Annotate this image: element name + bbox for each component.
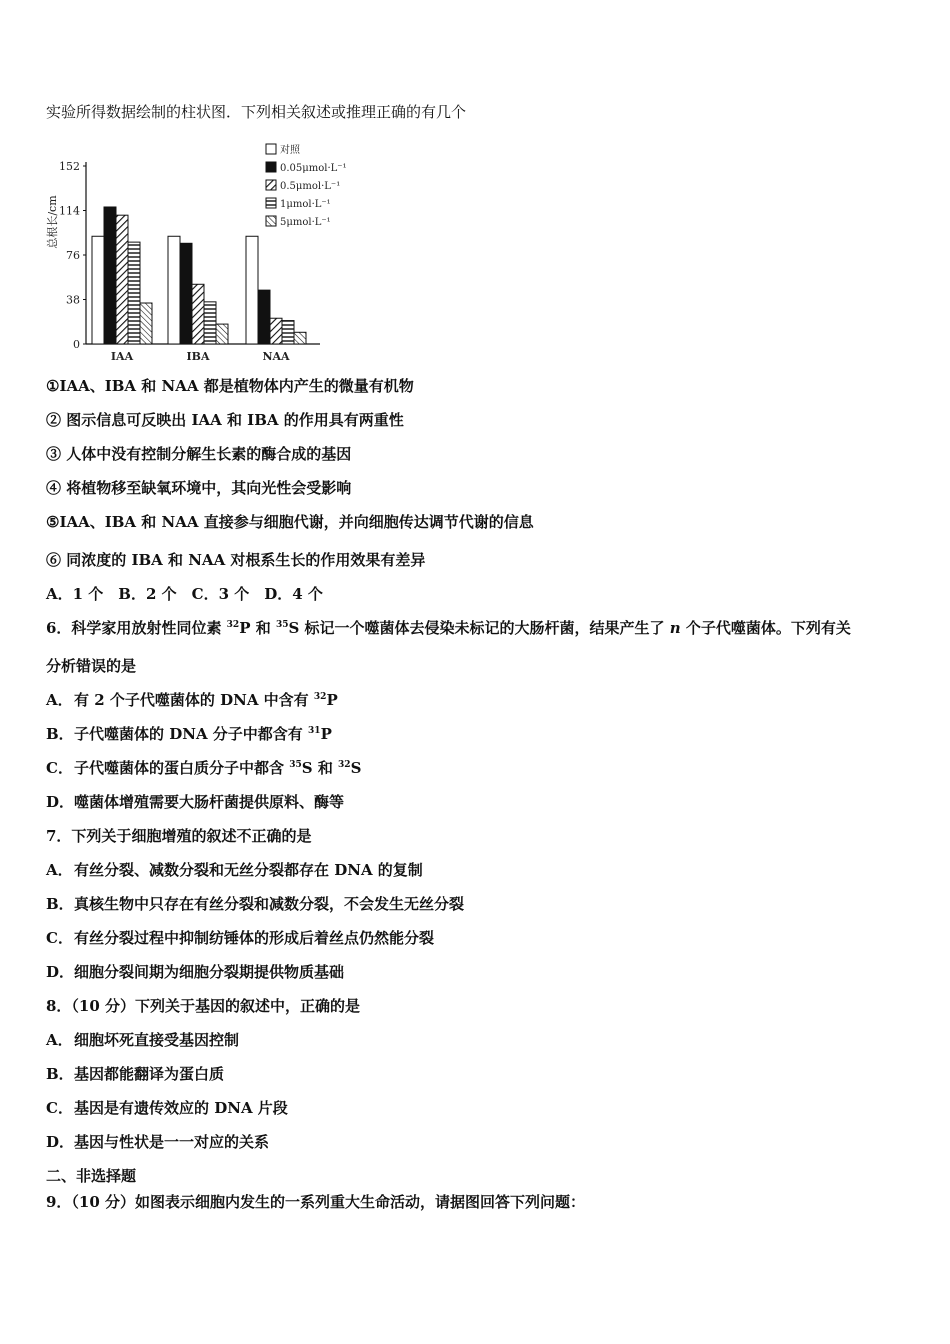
q7-option-c xyxy=(46,928,434,948)
x-category-label-1: IBA xyxy=(186,350,210,363)
q8-option-a xyxy=(46,1030,239,1050)
intro-text: 实验所得数据绘制的柱状图．下列相关叙述或推理正确的有几个 xyxy=(46,103,467,121)
bar-IBA-4 xyxy=(216,324,228,344)
y-tick-label-3: 114 xyxy=(59,204,80,218)
q7-option-d-label: D． xyxy=(46,963,75,981)
q8-stem: 8．（10 分）下列关于基因的叙述中，正确的是 xyxy=(46,997,361,1015)
q8-option-a-label: A． xyxy=(46,1031,73,1049)
q8-option-d xyxy=(46,1132,269,1152)
bar-NAA-0 xyxy=(246,236,258,344)
q6-option-c-sup: 35 xyxy=(289,760,302,770)
q7-option-c-text: 有丝分裂过程中抑制纺锤体的形成后着丝点仍然能分裂 xyxy=(74,929,435,947)
section-2-heading: 二、非选择题 xyxy=(46,1167,137,1185)
legend-swatch-1 xyxy=(266,162,276,172)
q9-stem: 9．（10 分）如图表示细胞内发生的一系列重大生命活动，请据图回答下列问题： xyxy=(46,1193,586,1211)
q8-option-c-label: C． xyxy=(46,1099,73,1117)
bar-NAA-4 xyxy=(294,332,306,344)
legend-swatch-3 xyxy=(266,198,276,208)
bar-NAA-3 xyxy=(282,321,294,344)
q8-option-c-text: 基因是有遗传效应的 DNA 片段 xyxy=(74,1099,288,1117)
q6-option-a-text: 有 2 个子代噬菌体的 DNA 中含有 xyxy=(74,691,314,709)
q6-option-c-tail: S 和 xyxy=(301,759,339,777)
q6-option-c xyxy=(46,758,361,778)
y-tick-label-2: 76 xyxy=(66,249,80,262)
q7-option-b-label: B． xyxy=(46,895,74,913)
q6-sup1: 32 xyxy=(226,620,240,630)
bar-IBA-1 xyxy=(180,243,192,344)
bar-IAA-3 xyxy=(128,242,140,344)
statement-4: ④ 将植物移至缺氧环境中，其向光性会受影响 xyxy=(46,479,352,497)
bar-IAA-1 xyxy=(104,207,116,344)
legend-label-3: 1μmol·L⁻¹ xyxy=(280,199,331,210)
bar-IAA-4 xyxy=(140,303,152,344)
q6-stem-c: S 标记一个噬菌体去侵染未标记的大肠杆菌，结果产生了 xyxy=(288,619,670,637)
q7-option-b-text: 真核生物中只存在有丝分裂和减数分裂，不会发生无丝分裂 xyxy=(74,895,465,913)
q7-option-d xyxy=(46,962,344,982)
q6-option-c-sup-b: 32 xyxy=(338,760,351,770)
q6-option-c-label: C． xyxy=(46,759,73,777)
q6-option-b-label: B． xyxy=(46,725,74,743)
q8-option-b-text: 基因都能翻译为蛋白质 xyxy=(74,1065,225,1083)
bar-IAA-2 xyxy=(116,215,128,344)
chart-bars xyxy=(92,207,306,344)
legend-label-4: 5μmol·L⁻¹ xyxy=(280,217,331,228)
legend-swatch-0 xyxy=(266,144,276,154)
q6-option-d-label: D． xyxy=(46,793,75,811)
bar-IBA-0 xyxy=(168,236,180,344)
q6-option-d-text: 噬菌体增殖需要大肠杆菌提供原料、酶等 xyxy=(74,793,345,811)
q8-option-d-text: 基因与性状是一一对应的关系 xyxy=(74,1133,270,1151)
q6-option-b xyxy=(46,724,332,744)
q6-option-b-sup: 31 xyxy=(308,726,321,736)
bar-IBA-3 xyxy=(204,302,216,344)
q8-option-b xyxy=(46,1064,224,1084)
y-tick-label-1: 38 xyxy=(66,293,80,307)
q6-option-a-tail: P xyxy=(326,691,338,709)
bar-IBA-2 xyxy=(192,284,204,344)
q7-option-d-text: 细胞分裂间期为细胞分裂期提供物质基础 xyxy=(74,963,345,981)
q6-stem-line2: 分析错误的是 xyxy=(46,657,137,675)
q6-option-a-sup: 32 xyxy=(313,692,327,702)
legend-swatch-4 xyxy=(266,216,276,226)
q6-stem-b: P 和 xyxy=(239,619,276,637)
q6-option-c-tail-b: S xyxy=(350,759,362,777)
statement-1: ①IAA、IBA 和 NAA 都是植物体内产生的微量有机物 xyxy=(46,377,414,395)
statement-3: ③ 人体中没有控制分解生长素的酶合成的基因 xyxy=(46,445,352,463)
q6-option-d xyxy=(46,792,344,812)
chart-legend xyxy=(266,143,347,228)
q5-options: A．1 个 B．2 个 C．3 个 D．4 个 xyxy=(46,585,323,603)
q8-option-a-text: 细胞坏死直接受基因控制 xyxy=(74,1031,240,1049)
q6-n: n xyxy=(669,619,681,637)
y-axis-label: 总根长/cm xyxy=(46,195,59,249)
q7-option-c-label: C． xyxy=(46,929,73,947)
q7-option-a-label: A． xyxy=(46,861,73,879)
q6-option-a-label: A． xyxy=(46,691,73,709)
legend-swatch-2 xyxy=(266,180,276,190)
x-category-label-0: IAA xyxy=(110,350,134,363)
bar-NAA-1 xyxy=(258,290,270,344)
legend-label-1: 0.05μmol·L⁻¹ xyxy=(280,163,347,174)
legend-label-2: 0.5μmol·L⁻¹ xyxy=(280,181,341,192)
q6-option-a xyxy=(46,690,338,710)
q7-option-a xyxy=(46,860,423,880)
y-tick-label-0: 0 xyxy=(73,338,80,351)
q6-sup2: 35 xyxy=(275,620,289,630)
q6-option-b-text: 子代噬菌体的 DNA 分子中都含有 xyxy=(74,725,309,743)
q7-option-b xyxy=(46,894,464,914)
q7-option-a-text: 有丝分裂、减数分裂和无丝分裂都存在 DNA 的复制 xyxy=(74,861,423,879)
q8-option-c xyxy=(46,1098,288,1118)
statement-2: ② 图示信息可反映出 IAA 和 IBA 的作用具有两重性 xyxy=(46,411,404,429)
q6-option-c-text: 子代噬菌体的蛋白质分子中都含 xyxy=(74,759,290,777)
q6-option-b-tail: P xyxy=(320,725,332,743)
bar-NAA-2 xyxy=(270,318,282,344)
q6-stem-d: 个子代噬菌体。下列有关 xyxy=(680,619,851,637)
q7-stem: 7．下列关于细胞增殖的叙述不正确的是 xyxy=(46,827,312,845)
q6-stem-a: 6．科学家用放射性同位素 xyxy=(46,619,227,637)
legend-label-0: 对照 xyxy=(280,145,300,156)
bar-IAA-0 xyxy=(92,236,104,344)
statement-5: ⑤IAA、IBA 和 NAA 直接参与细胞代谢，并向细胞传达调节代谢的信息 xyxy=(46,513,534,531)
y-tick-label-4: 152 xyxy=(59,160,80,173)
q6-stem xyxy=(46,618,851,638)
q8-option-d-label: D． xyxy=(46,1133,75,1151)
statement-6: ⑥ 同浓度的 IBA 和 NAA 对根系生长的作用效果有差异 xyxy=(46,551,426,569)
q8-option-b-label: B． xyxy=(46,1065,74,1083)
x-category-label-2: NAA xyxy=(262,350,290,363)
root-length-bar-chart xyxy=(44,140,350,364)
